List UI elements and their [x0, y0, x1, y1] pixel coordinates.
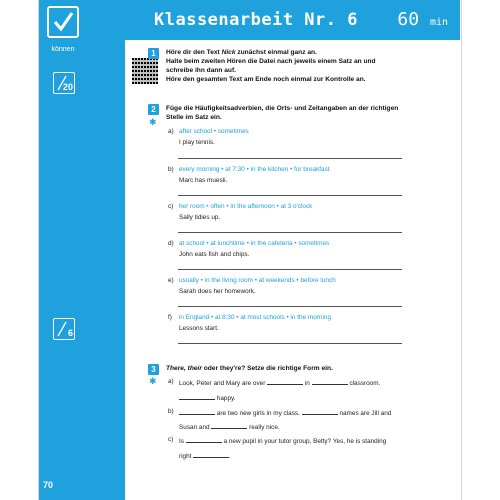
page-title: Klassenarbeit Nr. 6 [154, 10, 358, 30]
instruction-text-emphasis: Nick [221, 49, 236, 56]
blank-field[interactable] [302, 408, 338, 415]
answer-line[interactable] [178, 195, 402, 196]
exercise-item [168, 408, 392, 417]
word-bank: every morning • at 7:30 • in the kitchen • for breakfast [179, 166, 330, 173]
item-letter: a) [168, 378, 174, 385]
time-limit [397, 9, 448, 30]
instruction-text: Füge die Häufigkeitsadverbien, die Orts- und Zeitangaben an der richtigen [166, 105, 399, 112]
instruction-text: oder they're? Setze die richtige Form ein. [201, 365, 333, 372]
score-value: 6 [67, 328, 73, 338]
skill-label: können [51, 46, 75, 53]
sentence-part: Look, Peter and Mary are over [179, 380, 266, 387]
instruction-text: Höre den gesamten Text am Ende noch einmal zur Kontrolle an. [166, 76, 366, 83]
answer-line[interactable] [178, 158, 402, 159]
checkmark-icon [47, 6, 79, 38]
sentence-part: Is [179, 438, 184, 445]
task1-instruction [166, 48, 376, 84]
task2-instruction [166, 104, 398, 122]
blank-field[interactable] [193, 451, 229, 458]
exercise-item-continued [179, 422, 280, 431]
task-number-badge: 2 [148, 104, 159, 115]
exercise-item [168, 314, 332, 332]
item-letter: b) [168, 166, 174, 173]
sentence-part: really nice. [249, 424, 280, 431]
sentence-part: in [304, 380, 310, 387]
instruction-text: schreibe ihn dann auf. [166, 67, 236, 74]
item-letter: f) [168, 314, 172, 321]
exercise-item [168, 378, 381, 387]
exercise-item [168, 436, 387, 445]
blank-field[interactable] [211, 422, 247, 429]
page-number: 70 [43, 480, 54, 490]
word-bank: at school • at lunchtime • in the cafeteria • sometimes [179, 240, 330, 247]
task3-instruction [166, 364, 333, 373]
base-sentence: Lessons start. [179, 325, 219, 332]
score-box-task2 [53, 318, 75, 340]
instruction-text: Halte beim zweiten Hören die Datei nach jeweils einem Satz an und [166, 58, 376, 65]
sentence-part: . [229, 453, 231, 460]
sentence-part: right [179, 453, 192, 460]
instruction-text: Höre dir den Text [166, 49, 222, 56]
sentence-part: are two new girls in my class. [216, 410, 300, 417]
blank-field[interactable] [186, 436, 222, 443]
item-letter: c) [168, 203, 174, 210]
word-bank: in England • at 8:30 • at most schools • in the morning [179, 314, 332, 321]
item-letter: d) [168, 240, 174, 247]
blank-field[interactable] [179, 408, 215, 415]
blank-field[interactable] [179, 393, 215, 400]
exercise-item-continued [179, 393, 236, 402]
word-bank: usually • in the living room • at weekends • before lunch [179, 277, 336, 284]
word-bank: her room • often • in the afternoon • at 3 o'clock [179, 203, 313, 210]
time-unit: min [429, 17, 448, 28]
exercise-item [168, 240, 330, 258]
sidebar [39, 0, 125, 500]
base-sentence: John eats fish and chips. [179, 251, 250, 258]
sentence-part: a new pupil in your tutor group, Betty? Yes, he is standing [223, 438, 387, 445]
sentence-part: Susan and [179, 424, 210, 431]
exercise-item [168, 277, 336, 295]
answer-line[interactable] [178, 343, 402, 344]
base-sentence: Sally tidies up. [179, 214, 221, 221]
exercise-item-continued [179, 451, 231, 460]
answer-line[interactable] [178, 306, 402, 307]
exercise-item [168, 203, 313, 221]
item-letter: c) [168, 436, 174, 443]
task-number-badge: 3 [148, 364, 159, 375]
blank-field[interactable] [312, 378, 348, 385]
score-box-task1 [53, 72, 75, 94]
answer-line[interactable] [178, 269, 402, 270]
star-icon: ✱ [149, 376, 157, 386]
score-value: 20 [62, 82, 73, 92]
base-sentence: Sarah does her homework. [179, 288, 256, 295]
blank-field[interactable] [267, 378, 303, 385]
header-bar [124, 0, 460, 40]
item-letter: a) [168, 128, 174, 135]
base-sentence: Marc has muesli. [179, 177, 228, 184]
sentence-part: classroom. [349, 380, 381, 387]
exercise-item [168, 128, 249, 146]
instruction-text-emphasis: There, their [166, 365, 202, 372]
sentence-part: names are Jill and [339, 410, 392, 417]
word-bank: after school • sometimes [179, 128, 249, 135]
time-value: 60 [397, 9, 420, 30]
task-number-badge: 1 [148, 48, 159, 59]
instruction-text: zunächst einmal ganz an. [235, 49, 317, 56]
item-letter: b) [168, 408, 174, 415]
sentence-part: happy. [216, 395, 236, 402]
star-icon: ✱ [149, 117, 157, 127]
qr-code-icon [132, 58, 158, 84]
base-sentence: I play tennis. [179, 139, 215, 146]
item-letter: e) [168, 277, 174, 284]
exercise-item [168, 166, 330, 184]
instruction-text: Stelle im Satz ein. [166, 114, 222, 121]
answer-line[interactable] [178, 232, 402, 233]
